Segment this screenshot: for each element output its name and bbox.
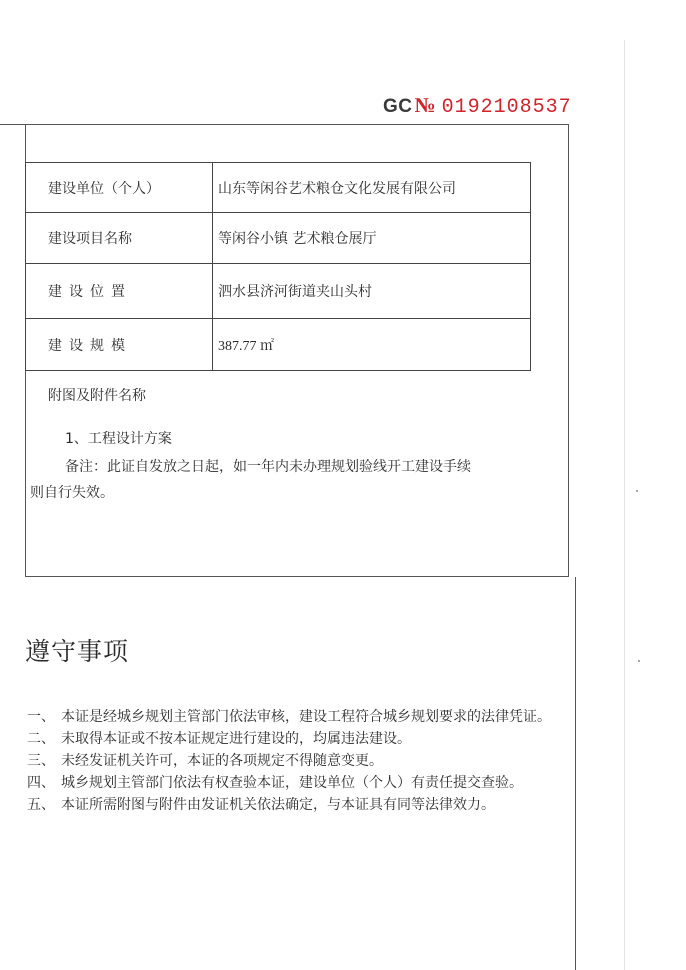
attachments-label: 附图及附件名称	[48, 388, 146, 404]
frame-right-border	[568, 124, 569, 577]
list-item	[27, 772, 552, 794]
rule-text: 城乡规划主管部门依法有权查验本证，建设单位（个人）有责任提交查验。	[61, 775, 523, 791]
right-border-line	[575, 577, 576, 970]
top-rule	[0, 124, 568, 125]
label-scale: 建设规模	[26, 319, 213, 371]
list-item	[27, 794, 552, 816]
rule-marker: 二、	[27, 731, 55, 747]
scan-speck	[636, 490, 638, 492]
list-item	[27, 750, 552, 772]
table-row	[26, 163, 531, 213]
label-project-name: 建设项目名称	[26, 213, 213, 264]
attachment-item: 1、工程设计方案	[65, 431, 172, 447]
serial-prefix: GC	[383, 96, 413, 117]
list-item	[27, 706, 552, 728]
table-row	[26, 264, 531, 319]
rule-marker: 五、	[27, 797, 55, 813]
rule-marker: 四、	[27, 775, 55, 791]
value-scale: 387.77 ㎡	[213, 319, 531, 371]
frame-bottom-border	[25, 576, 569, 577]
label-construction-unit: 建设单位（个人）	[26, 163, 213, 213]
compliance-rules-list	[27, 706, 552, 816]
note-line-2: 则自行失效。	[30, 485, 114, 501]
label-location: 建设位置	[26, 264, 213, 319]
serial-number	[383, 93, 572, 119]
value-project-name: 等闲谷小镇 艺术粮仓展厅	[213, 213, 531, 264]
table-row	[26, 319, 531, 371]
rule-text: 本证是经城乡规划主管部门依法审核，建设工程符合城乡规划要求的法律凭证。	[61, 709, 551, 725]
scan-speck	[638, 660, 640, 662]
list-item	[27, 728, 552, 750]
compliance-heading: 遵守事项	[25, 637, 130, 666]
note-line-1: 备注：此证自发放之日起，如一年内未办理规划验线开工建设手续	[65, 459, 471, 475]
scan-edge-line	[624, 40, 625, 970]
serial-no-symbol: №	[414, 93, 436, 117]
table-row	[26, 213, 531, 264]
value-construction-unit: 山东等闲谷艺术粮仓文化发展有限公司	[213, 163, 531, 213]
rule-marker: 一、	[27, 709, 55, 725]
value-location: 泗水县济河街道夹山头村	[213, 264, 531, 319]
rule-text: 未取得本证或不按本证规定进行建设的，均属违法建设。	[61, 731, 411, 747]
rule-text: 本证所需附图与附件由发证机关依法确定，与本证具有同等法律效力。	[61, 797, 495, 813]
rule-text: 未经发证机关许可，本证的各项规定不得随意变更。	[61, 753, 383, 769]
serial-digits: 0192108537	[441, 96, 572, 119]
info-table	[25, 162, 531, 371]
rule-marker: 三、	[27, 753, 55, 769]
